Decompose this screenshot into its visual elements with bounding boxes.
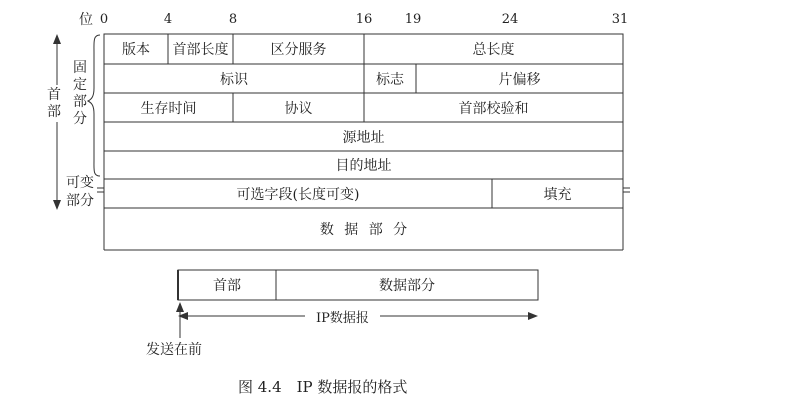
field-options: 可选字段(长度可变) [236,186,360,203]
bit-19: 19 [404,12,422,27]
fixed-char-3: 部 [73,94,87,110]
variable-part-label-2: 部分 [66,193,94,209]
field-destination-address: 目的地址 [335,158,392,174]
fixed-char-1: 固 [73,60,87,76]
field-source-address: 源地址 [342,129,385,146]
bit-4: 4 [163,12,173,27]
field-header-length: 首部长度 [172,42,229,58]
fixed-part-label [73,60,87,128]
field-padding: 填充 [543,186,572,203]
header-side-char-1: 首 [47,87,61,103]
fixed-char-4: 分 [73,111,87,127]
field-fragment-offset: 片偏移 [498,71,541,88]
datagram-data: 数据部分 [379,278,435,294]
figure-caption: 图 4.4 IP 数据报的格式 [238,378,408,396]
field-diff-services: 区分服务 [270,42,327,58]
field-version: 版本 [122,42,150,58]
field-header-checksum: 首部校验和 [458,100,529,117]
variable-part-label-1: 可变 [66,175,94,191]
field-data-part: 数 据 部 分 [319,222,408,238]
bit-label: 位 [79,12,93,28]
bit-0: 0 [99,12,109,27]
bit-16: 16 [355,12,373,27]
datagram-header: 首部 [213,278,241,294]
fixed-char-2: 定 [73,77,87,93]
header-side-label [47,87,61,121]
bit-8: 8 [228,12,238,27]
bit-24: 24 [501,12,519,27]
field-ttl: 生存时间 [140,100,197,117]
ip-datagram-span-label: IP数据报 [316,310,369,326]
bit-31: 31 [611,12,629,27]
field-identification: 标识 [220,71,248,88]
header-side-char-2: 部 [47,104,61,120]
field-total-length: 总长度 [472,42,515,58]
field-flags: 标志 [376,71,404,88]
field-protocol: 协议 [284,100,313,117]
send-first-label: 发送在前 [146,342,202,358]
